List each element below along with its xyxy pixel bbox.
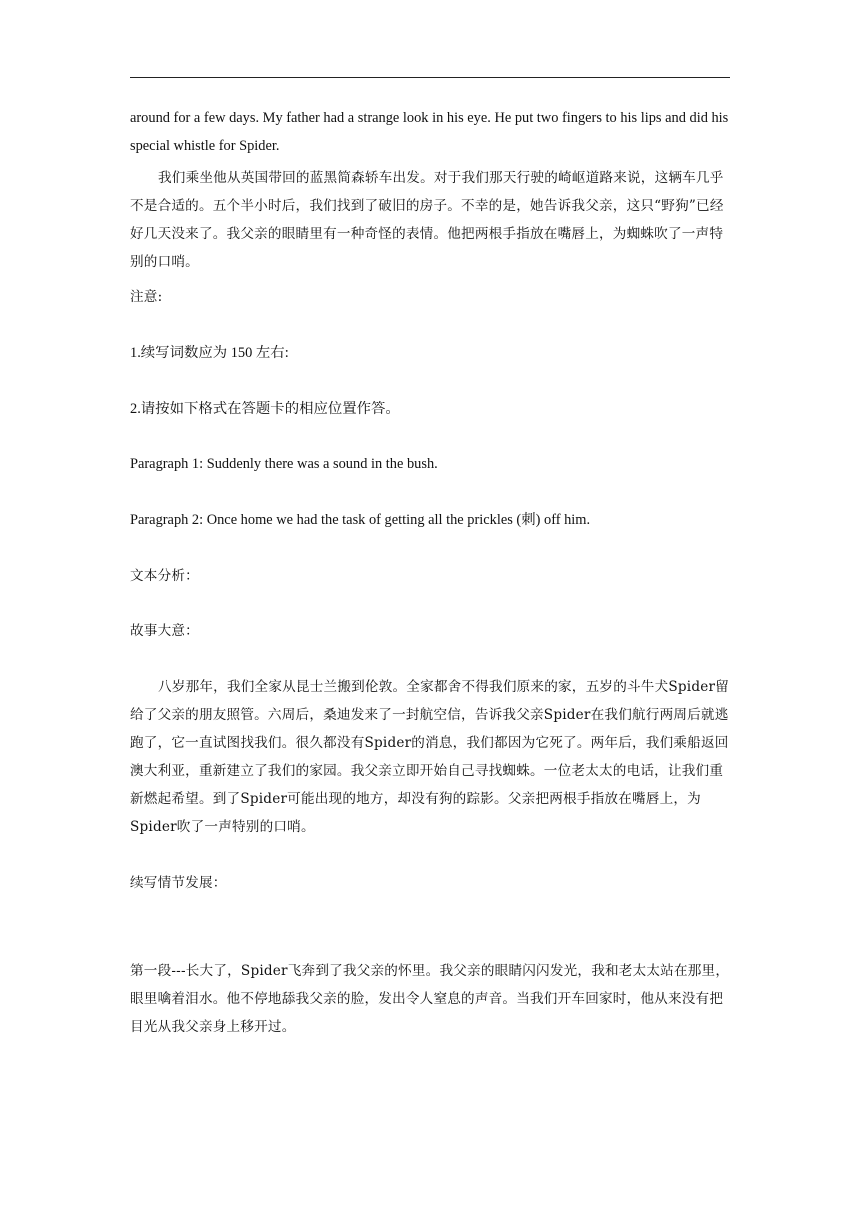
plot-paragraph-text: 第一段---长大了，Spider飞奔到了我父亲的怀里。我父亲的眼睛闪闪发光，我和老太太站在那里，眼里噙着泪水。他不停地舔我父亲的脸，发出令人窒息的声音。当我们开车回家时，他从来没有把目光从我父亲身上移开过。 <box>130 963 730 1035</box>
header-rule <box>130 77 730 78</box>
story-summary <box>130 673 734 841</box>
continued-english-text <box>130 104 734 160</box>
chinese-translation <box>130 164 734 276</box>
note-item-2: 2.请按如下格式在答题卡的相应位置作答。 <box>130 401 400 417</box>
summary-paragraph: 八岁那年，我们全家从昆士兰搬到伦敦。全家都舍不得我们原来的家，五岁的斗牛犬Spider留给了父亲的朋友照管。六周后，桑迪发来了一封航空信，告诉我父亲Spider在我们航行两周后就逃跑了，它一直试图找我们。很久都没有Spider的消息，我们都因为它死了。两年后，我们乘船返回澳大利亚，重新建立了我们的家园。我父亲立即开始自己寻找蜘蛛。一位老太太的电话，让我们重新燃起希望。到了Spider可能出现的地方，却没有狗的踪影。父亲把两根手指放在嘴唇上，为Spider吹了一声特别的口哨。 <box>130 679 729 835</box>
plot-heading: 续写情节发展： <box>130 875 227 891</box>
plot-paragraph-1 <box>130 957 734 1041</box>
summary-heading: 故事大意： <box>130 623 199 639</box>
analysis-heading: 文本分析： <box>130 568 199 584</box>
notes-heading: 注意: <box>130 289 163 305</box>
paragraph-1-prompt: Paragraph 1: Suddenly there was a sound in the bush. <box>130 456 438 472</box>
paragraph-2-prompt: Paragraph 2: Once home we had the task of getting all the prickles (刺) off him. <box>130 512 591 528</box>
note-item-1: 1.续写词数应为 150 左右: <box>130 345 289 361</box>
english-paragraph: around for a few days. My father had a strange look in his eye. He put two fingers to his lips and did his special whistle for Spider. <box>130 110 729 154</box>
chinese-paragraph: 我们乘坐他从英国带回的蓝黑简森轿车出发。对于我们那天行驶的崎岖道路来说，这辆车几乎不是合适的。五个半小时后，我们找到了破旧的房子。不幸的是，她告诉我父亲，这只“野狗”已经好几天没来了。我父亲的眼睛里有一种奇怪的表情。他把两根手指放在嘴唇上，为蜘蛛吹了一声特别的口哨。 <box>130 170 724 270</box>
